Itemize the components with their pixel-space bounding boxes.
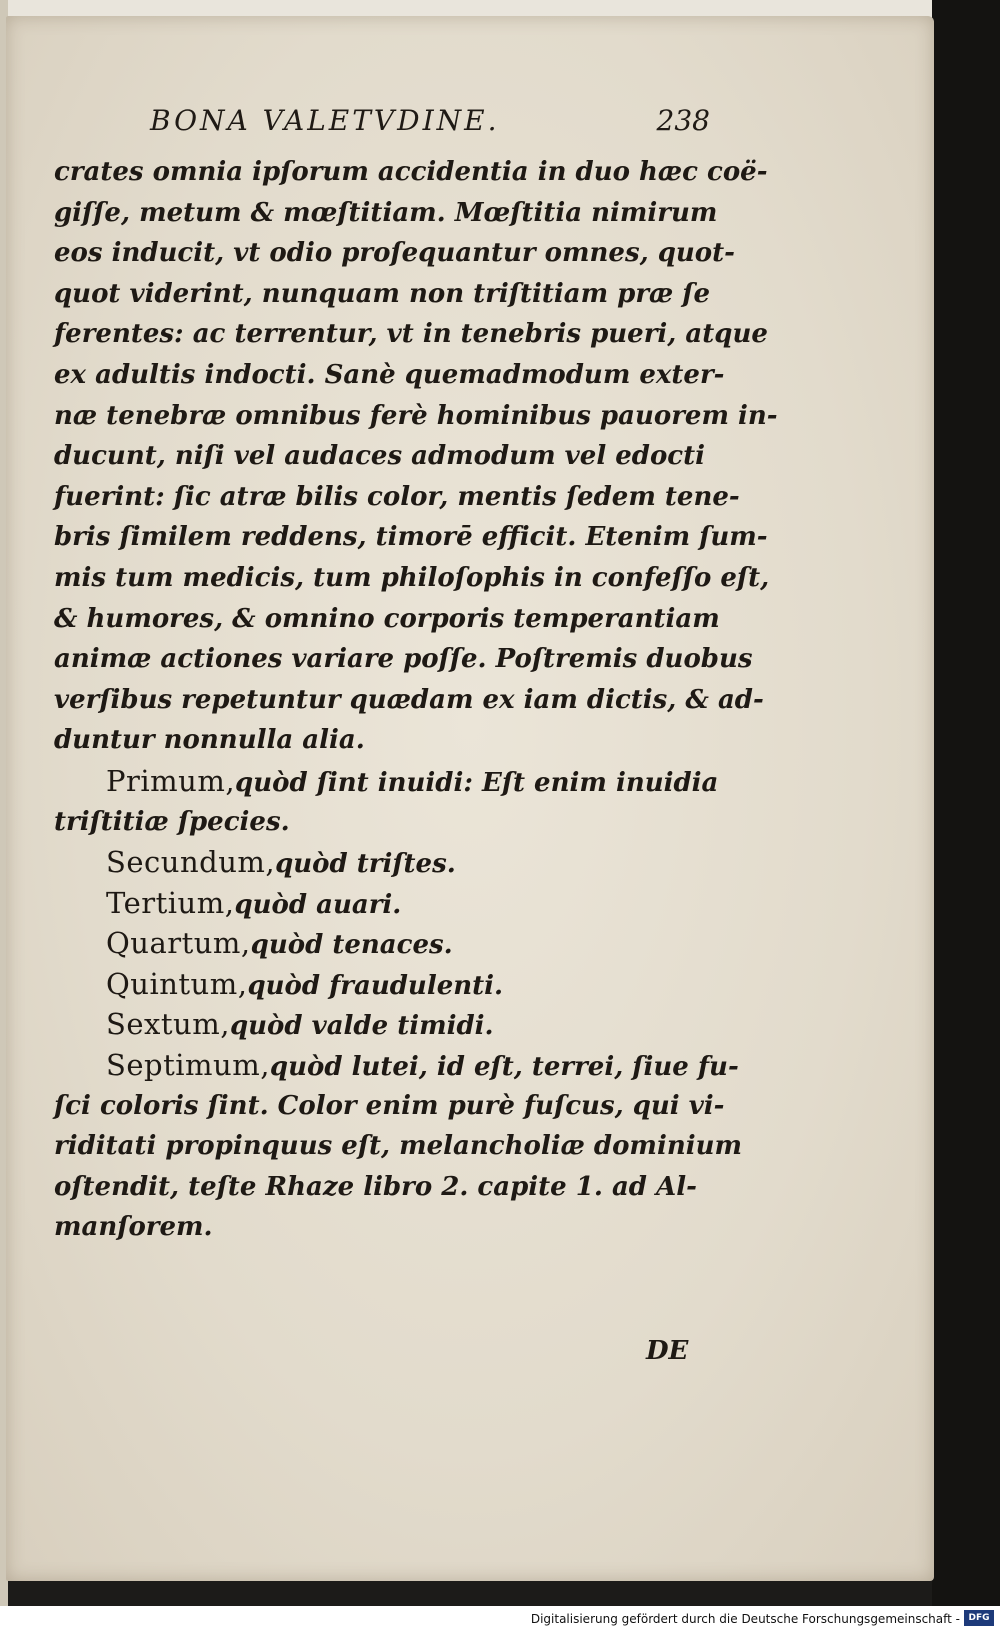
text-line [54,680,764,721]
page-header [150,100,710,144]
catchword: DE [646,1336,689,1366]
italic-text: riditati propinquus eſt, melancholiæ dominium [54,1131,743,1162]
italic-text: quòd auari. [234,889,402,920]
roman-lead-word: Quartum, [106,926,251,961]
italic-text: quòd ſint inuidi: Eſt enim inuidia [235,767,719,798]
roman-lead-word: Septimum, [106,1048,270,1083]
italic-text: manſorem. [54,1212,213,1243]
text-line [54,1207,714,1248]
italic-text: ex adultis indocti. Sanè quemadmodum exter- [54,359,725,390]
running-title: BONA VALETVDINE. [150,104,500,137]
roman-lead-word: Tertium, [106,885,235,920]
scan-right-background [932,0,1000,1633]
italic-text: quòd tenaces. [250,930,453,961]
italic-text: duntur nonnulla alia. [54,725,365,756]
text-line [54,639,753,680]
italic-text: & humores, & omnino corporis temperantiam [54,603,720,634]
text-line [54,558,770,599]
italic-text: quòd triſtes. [275,849,456,880]
italic-text: crates omnia ipſorum accidentia in duo hæc coë- [54,157,768,187]
text-line [54,842,714,883]
roman-lead-word: Sextum, [106,1007,230,1042]
italic-text: quòd valde timidi. [229,1011,494,1042]
text-line [54,1126,743,1167]
text-line [54,233,735,274]
text-line [54,1004,714,1045]
text-line [54,802,714,843]
italic-text: fuerint: ſic atræ bilis color, mentis ſedem tene- [54,481,740,512]
italic-text: ducunt, niſi vel audaces admodum vel edocti [54,441,706,472]
text-line [54,964,714,1005]
italic-text: quòd fraudulenti. [247,970,504,1001]
italic-text: giſſe, metum & mœſtitiam. Mœſtitia nimirum [54,197,718,228]
italic-text: bris ſimilem reddens, timorē efficit. Etenim ſum- [54,522,768,553]
italic-text: animæ actiones variare poſſe. Poſtremis duobus [54,644,753,675]
page-number: 238 [656,104,710,137]
text-line [54,883,714,924]
roman-lead-word: Quintum, [106,966,248,1001]
page-body-text [54,152,778,1248]
italic-text: verſibus repetuntur quædam ex iam dictis, & ad- [54,684,764,715]
text-line [54,1167,714,1208]
italic-text: triſtitiæ ſpecies. [54,806,290,837]
italic-text: ferentes: ac terrentur, vt in tenebris pueri, atque [54,319,768,350]
dfg-logo-icon: DFG [964,1610,994,1626]
italic-text: ſci coloris ſint. Color enim purè fuſcus, qui vi- [54,1090,725,1121]
text-line [54,355,725,396]
italic-text: quòd lutei, id eſt, terrei, ſiue fu- [269,1052,739,1083]
italic-text: mis tum medicis, tum philoſophis in confeſſo eſt, [54,562,770,593]
text-line [54,1045,739,1086]
text-line [54,761,719,802]
text-line [54,923,714,964]
digitization-credit: Digitalisierung gefördert durch die Deutsche Forschungsgemeinschaft - [530,1612,960,1626]
text-line [54,477,740,518]
text-line [54,396,778,437]
text-line [54,274,714,315]
text-line [54,152,768,193]
italic-text: næ tenebræ omnibus ferè hominibus pauorem in- [54,400,778,431]
text-line [54,314,768,355]
italic-text: oſtendit, teſte Rhaze libro 2. capite 1. ad Al- [54,1171,697,1202]
text-line [54,517,768,558]
roman-lead-word: Primum, [106,763,236,798]
text-line [54,599,720,640]
text-line [54,193,718,234]
text-line [54,436,714,477]
italic-text: quot viderint, nunquam non triſtitiam præ ſe [54,278,711,309]
italic-text: eos inducit, vt odio proſequantur omnes, quot- [54,238,735,269]
roman-lead-word: Secundum, [106,845,276,880]
text-line [54,1086,725,1127]
text-line [54,720,714,761]
